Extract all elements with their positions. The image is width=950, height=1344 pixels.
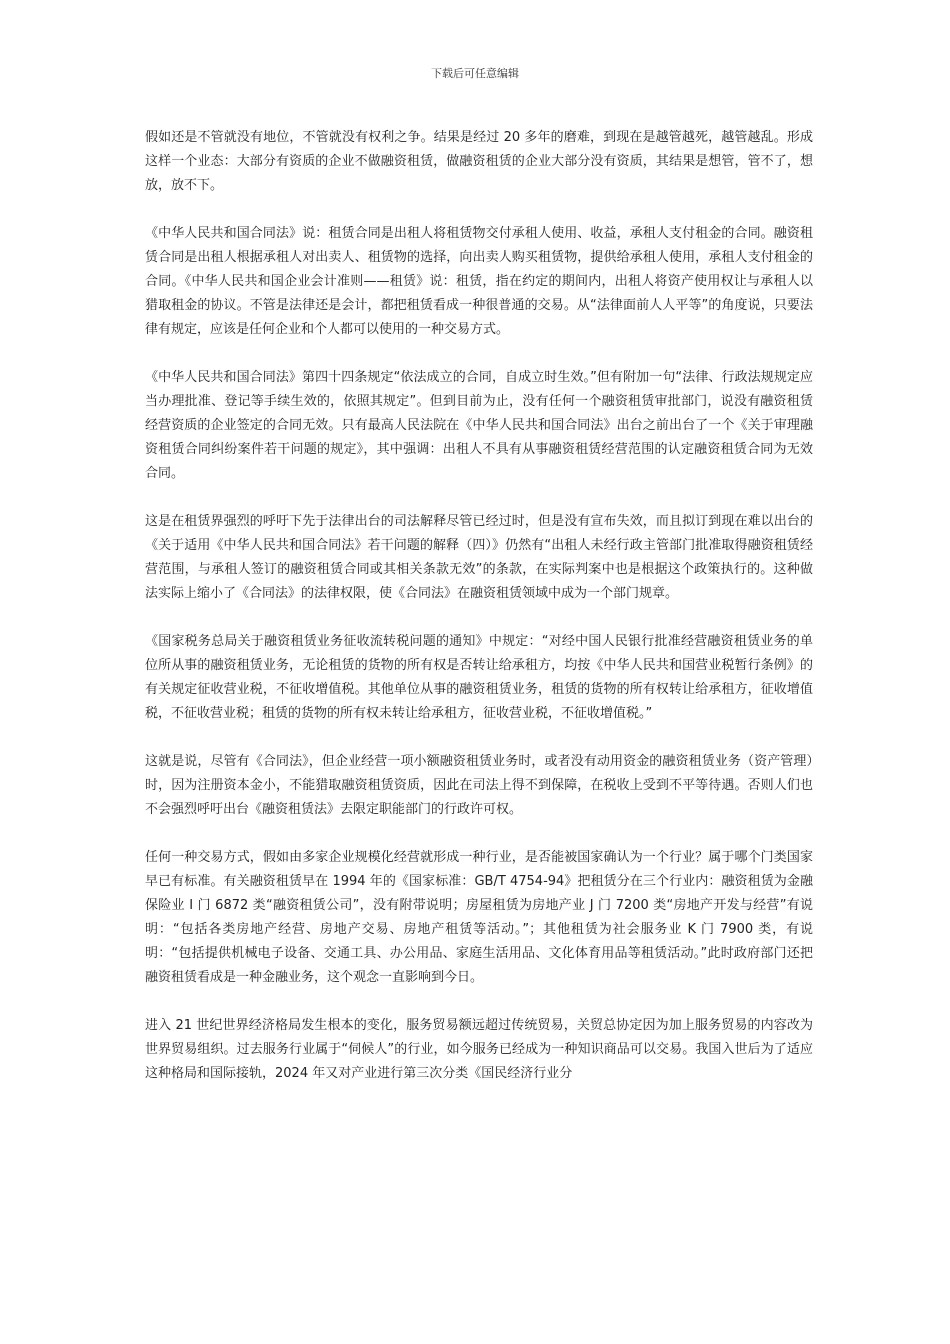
- paragraph-3: 《中华人民共和国合同法》第四十四条规定“依法成立的合同，自成立时生效。”但有附加一句“法律、行政法规规定应当办理批准、登记等手续生效的，依照其规定”。但到目前为止，没有任何一个融资租赁审批部门，说没有融资租赁经营资质的企业签定的合同无效。只有最高人民法院在《中华人民共和国合同法》出台之前出台了一个《关于审理融资租赁合同纠纷案件若干问题的规定》，其中强调：出租人不具有从事融资租赁经营范围的认定融资租赁合同为无效合同。: [145, 370, 813, 481]
- paragraph-8: 进入 21 世纪世界经济格局发生根本的变化，服务贸易额远超过传统贸易，关贸总协定因为加上服务贸易的内容改为世界贸易组织。过去服务行业属于“伺候人”的行业，如今服务已经成为一种知识商品可以交易。我国入世后为了适应这种格局和国际接轨，2024 年又对产业进行第三次分类《国民经济行业分: [145, 1018, 813, 1081]
- page-header-note: 下载后可任意编辑: [431, 67, 519, 80]
- paragraph-1: 假如还是不管就没有地位，不管就没有权利之争。结果是经过 20 多年的磨难，到现在是越管越死，越管越乱。形成这样一个业态：大部分有资质的企业不做融资租赁，做融资租赁的企业大部分没有资质，其结果是想管，管不了，想放，放不下。: [145, 130, 813, 193]
- document-body: [145, 126, 813, 1110]
- paragraph-2: 《中华人民共和国合同法》说：租赁合同是出租人将租赁物交付承租人使用、收益，承租人支付租金的合同。融资租赁合同是出租人根据承租人对出卖人、租赁物的选择，向出卖人购买租赁物，提供给承租人使用，承租人支付租金的合同。《中华人民共和国企业会计准则——租赁》说：租赁，指在约定的期间内，出租人将资产使用权让与承租人以猎取租金的协议。不管是法律还是会计，都把租赁看成一种很普通的交易。从“法律面前人人平等”的角度说，只要法律有规定，应该是任何企业和个人都可以使用的一种交易方式。: [145, 226, 813, 337]
- paragraph-5: 《国家税务总局关于融资租赁业务征收流转税问题的通知》中规定：“对经中国人民银行批准经营融资租赁业务的单位所从事的融资租赁业务，无论租赁的货物的所有权是否转让给承租方，均按《中华人民共和国营业税暂行条例》的有关规定征收营业税，不征收增值税。其他单位从事的融资租赁业务，租赁的货物的所有权转让给承租方，征收增值税，不征收营业税；租赁的货物的所有权未转让给承租方，征收营业税，不征收增值税。”: [145, 634, 813, 721]
- paragraph-6: 这就是说，尽管有《合同法》，但企业经营一项小额融资租赁业务时，或者没有动用资金的融资租赁业务（资产管理）时，因为注册资本金小，不能猎取融资租赁资质，因此在司法上得不到保障，在税收上受到不平等待遇。否则人们也不会强烈呼吁出台《融资租赁法》去限定职能部门的行政许可权。: [145, 754, 813, 817]
- paragraph-4: 这是在租赁界强烈的呼吁下先于法律出台的司法解释尽管已经过时，但是没有宣布失效，而且拟订到现在难以出台的《关于适用《中华人民共和国合同法》若干问题的解释（四）》仍然有“出租人未经行政主管部门批准取得融资租赁经营范围，与承租人签订的融资租赁合同或其相关条款无效”的条款，在实际判案中也是根据这个政策执行的。这种做法实际上缩小了《合同法》的法律权限，使《合同法》在融资租赁领域中成为一个部门规章。: [145, 514, 813, 601]
- paragraph-7: 任何一种交易方式，假如由多家企业规模化经营就形成一种行业，是否能被国家确认为一个行业？属于哪个门类国家早已有标准。有关融资租赁早在 1994 年的《国家标准：GB/T 4754-94》把租赁分在三个行业内：融资租赁为金融保险业 I 门 6872 类“融资租赁公司”，没有附带说明；房屋租赁为房地产业 J 门 7200 类“房地产开发与经营”有说明：“包括各类房地产经营、房地产交易、房地产租赁等活动。”；其他租赁为社会服务业 K 门 7900 类，有说明：“包括提供机械电子设备、交通工具、办公用品、家庭生活用品、文化体育用品等租赁活动。”此时政府部门还把融资租赁看成是一种金融业务，这个观念一直影响到今日。: [145, 850, 813, 985]
